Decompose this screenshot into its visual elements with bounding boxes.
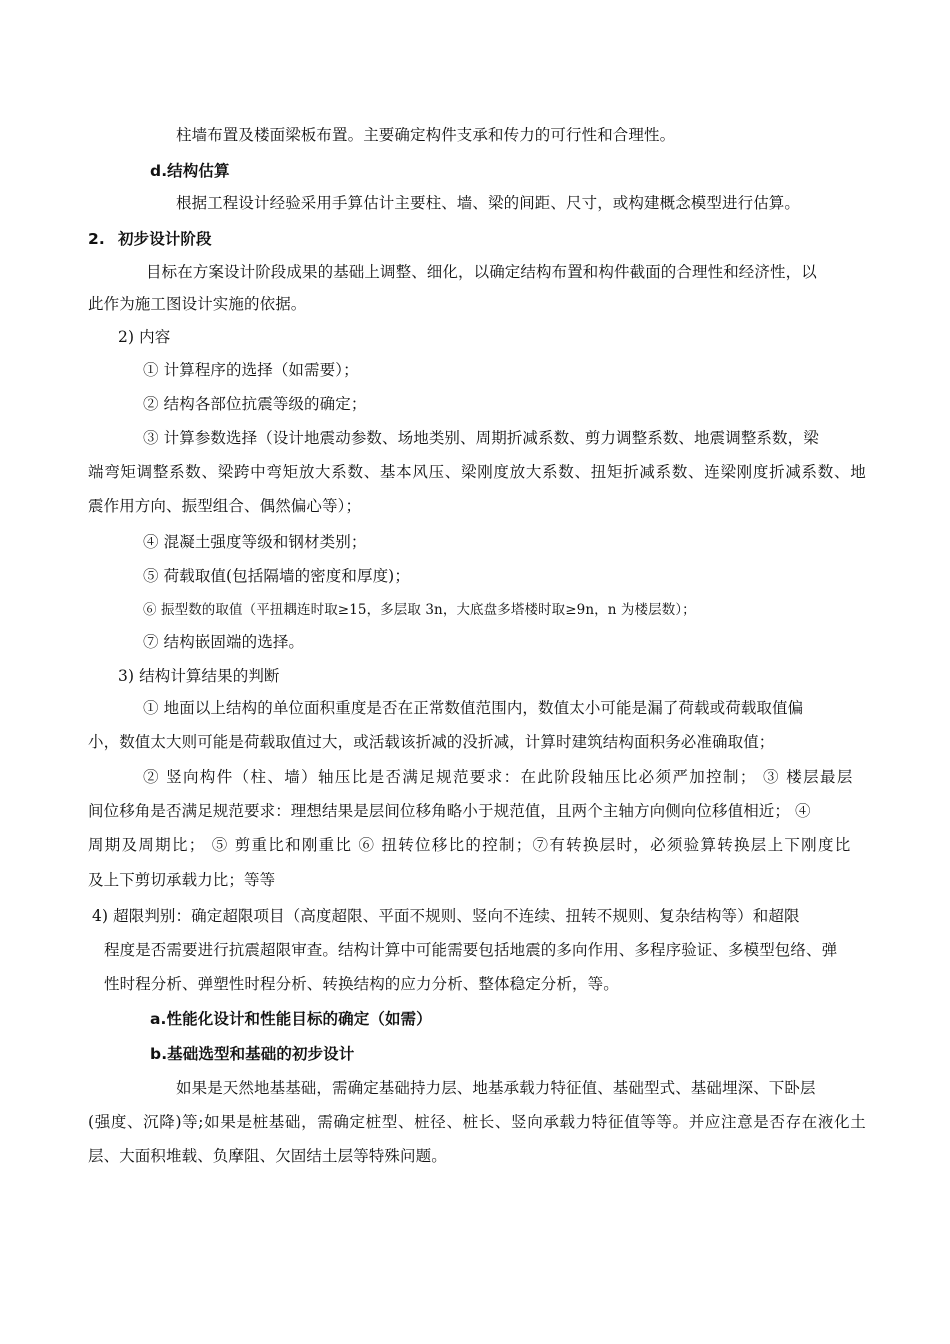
text-line: 震作用方向、振型组合、偶然偏心等）； <box>88 497 362 515</box>
list-item: ① 计算程序的选择（如需要）； <box>143 361 359 379</box>
text-line: (强度、沉降)等;如果是桩基础，需确定桩型、桩径、桩长、竖向承载力特征值等等。并应注意是否存在液化土 <box>88 1113 867 1131</box>
text-line: 此作为施工图设计实施的依据。 <box>88 295 307 313</box>
text-line: 根据工程设计经验采用手算估计主要柱、墙、梁的间距、尺寸，或构建概念模型进行估算。 <box>176 194 801 212</box>
text-line: 及上下剪切承载力比；等等 <box>88 871 276 889</box>
text-line: 如果是天然地基基础，需确定基础持力层、地基承载力特征值、基础型式、基础埋深、下卧层 <box>176 1079 816 1097</box>
text-line: 柱墙布置及楼面梁板布置。主要确定构件支承和传力的可行性和合理性。 <box>176 126 676 144</box>
text-line: 目标在方案设计阶段成果的基础上调整、细化，以确定结构布置和构件截面的合理性和经济性，以 <box>146 263 817 281</box>
text-line: 间位移角是否满足规范要求：理想结果是层间位移角略小于规范值，且两个主轴方向侧向位移值相近； ④ <box>88 802 811 820</box>
list-item: ③ 计算参数选择（设计地震动参数、场地类别、周期折减系数、剪力调整系数、地震调整系数，梁 <box>143 429 819 447</box>
text-line: 层、大面积堆载、负摩阻、欠固结土层等特殊问题。 <box>88 1147 447 1165</box>
list-item: ⑤ 荷载取值(包括隔墙的密度和厚度)； <box>143 567 410 585</box>
text-line: 性时程分析、弹塑性时程分析、转换结构的应力分析、整体稳定分析，等。 <box>104 975 619 993</box>
section-number: 2. <box>88 230 105 248</box>
list-item: ④ 混凝土强度等级和钢材类别； <box>143 533 367 551</box>
section-heading-b: b.基础选型和基础的初步设计 <box>150 1045 355 1063</box>
section-heading-a: a.性能化设计和性能目标的确定（如需） <box>150 1010 432 1028</box>
section-heading: 初步设计阶段 <box>118 230 212 248</box>
text-line: 程度是否需要进行抗震超限审查。结构计算中可能需要包括地震的多向作用、多程序验证、多模型包络、弹 <box>104 941 838 959</box>
text-line: 周期及周期比； ⑤ 剪重比和刚重比 ⑥ 扭转位移比的控制；⑦有转换层时，必须验算转换层上下刚度比 <box>88 836 852 854</box>
list-item: ② 结构各部位抗震等级的确定； <box>143 395 367 413</box>
list-item: ② 竖向构件（柱、墙）轴压比是否满足规范要求：在此阶段轴压比必须严加控制； ③ 楼层最层 <box>143 768 854 786</box>
subsection-heading: 3) 结构计算结果的判断 <box>118 667 280 685</box>
list-item: ⑦ 结构嵌固端的选择。 <box>143 633 305 651</box>
list-item: ⑥ 振型数的取值（平扭耦连时取≥15，多层取 3n，大底盘多塔楼时取≥9n，n 为楼层数）； <box>143 602 696 618</box>
list-item: 4) 超限判别：确定超限项目（高度超限、平面不规则、竖向不连续、扭转不规则、复杂结构等）和超限 <box>92 907 800 925</box>
section-heading-d: d.结构估算 <box>150 162 230 180</box>
list-item: ① 地面以上结构的单位面积重度是否在正常数值范围内，数值太小可能是漏了荷载或荷载取值偏 <box>143 699 804 717</box>
text-line: 端弯矩调整系数、梁跨中弯矩放大系数、基本风压、梁刚度放大系数、扭矩折减系数、连梁刚度折减系数、地 <box>88 463 867 481</box>
text-line: 小，数值太大则可能是荷载取值过大，或活载该折减的没折减，计算时建筑结构面积务必准确取值； <box>88 733 775 751</box>
subsection-heading: 2) 内容 <box>118 328 171 346</box>
